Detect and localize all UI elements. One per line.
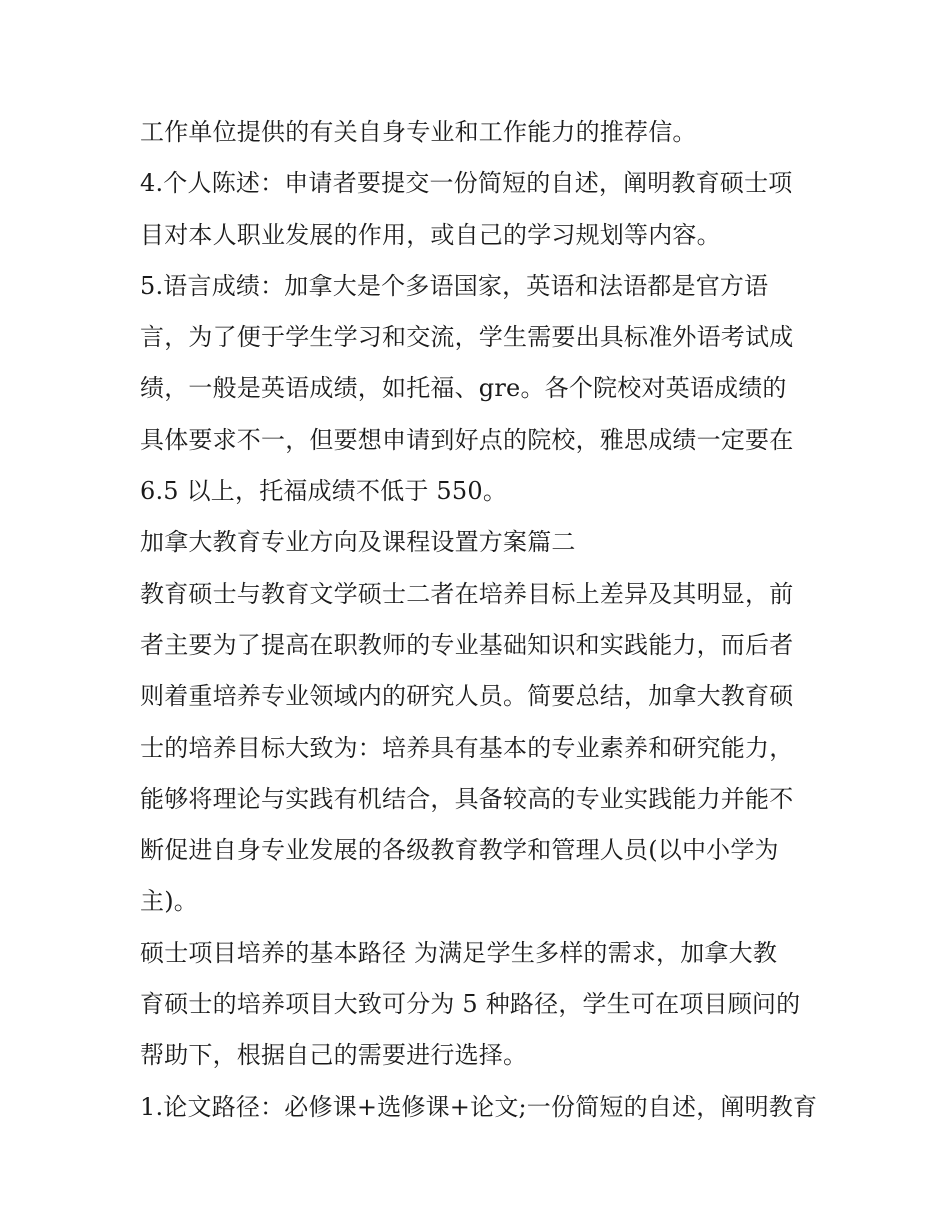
text-line: 言，为了便于学生学习和交流，学生需要出具标准外语考试成 <box>140 323 794 352</box>
text-line: 主)。 <box>140 887 198 916</box>
text-line: 者主要为了提高在职教师的专业基础知识和实践能力，而后者 <box>140 630 794 659</box>
text-line: 目对本人职业发展的作用，或自己的学习规划等内容。 <box>140 220 721 249</box>
text-line: 则着重培养专业领域内的研究人员。简要总结，加拿大教育硕 <box>140 682 794 711</box>
text-line: 1.论文路径：必修课+选修课+论文;一份简短的自述，阐明教育 <box>140 1092 818 1121</box>
text-line: 育硕士的培养项目大致可分为 5 种路径，学生可在项目顾问的 <box>140 990 801 1019</box>
text-line: 教育硕士与教育文学硕士二者在培养目标上差异及其明显，前 <box>140 579 794 608</box>
document-body <box>140 107 820 1133</box>
section-heading: 加拿大教育专业方向及课程设置方案篇二 <box>140 528 576 557</box>
text-line: 能够将理论与实践有机结合，具备较高的专业实践能力并能不 <box>140 784 794 813</box>
text-line: 帮助下，根据自己的需要进行选择。 <box>140 1041 528 1070</box>
text-line: 士的培养目标大致为：培养具有基本的专业素养和研究能力， <box>140 733 794 762</box>
text-line: 6.5 以上，托福成绩不低于 550。 <box>140 477 508 506</box>
text-line: 工作单位提供的有关自身专业和工作能力的推荐信。 <box>140 118 697 146</box>
text-line: 硕士项目培养的基本路径 为满足学生多样的需求，加拿大教 <box>140 938 778 967</box>
text-line: 具体要求不一，但要想申请到好点的院校，雅思成绩一定要在 <box>140 425 794 454</box>
text-line: 绩，一般是英语成绩，如托福、gre。各个院校对英语成绩的 <box>140 374 787 403</box>
text-line: 5.语言成绩：加拿大是个多语国家，英语和法语都是官方语 <box>140 271 769 300</box>
text-line: 4.个人陈述：申请者要提交一份简短的自述，阐明教育硕士项 <box>140 169 793 198</box>
text-line: 断促进自身专业发展的各级教育教学和管理人员(以中小学为 <box>140 836 779 865</box>
